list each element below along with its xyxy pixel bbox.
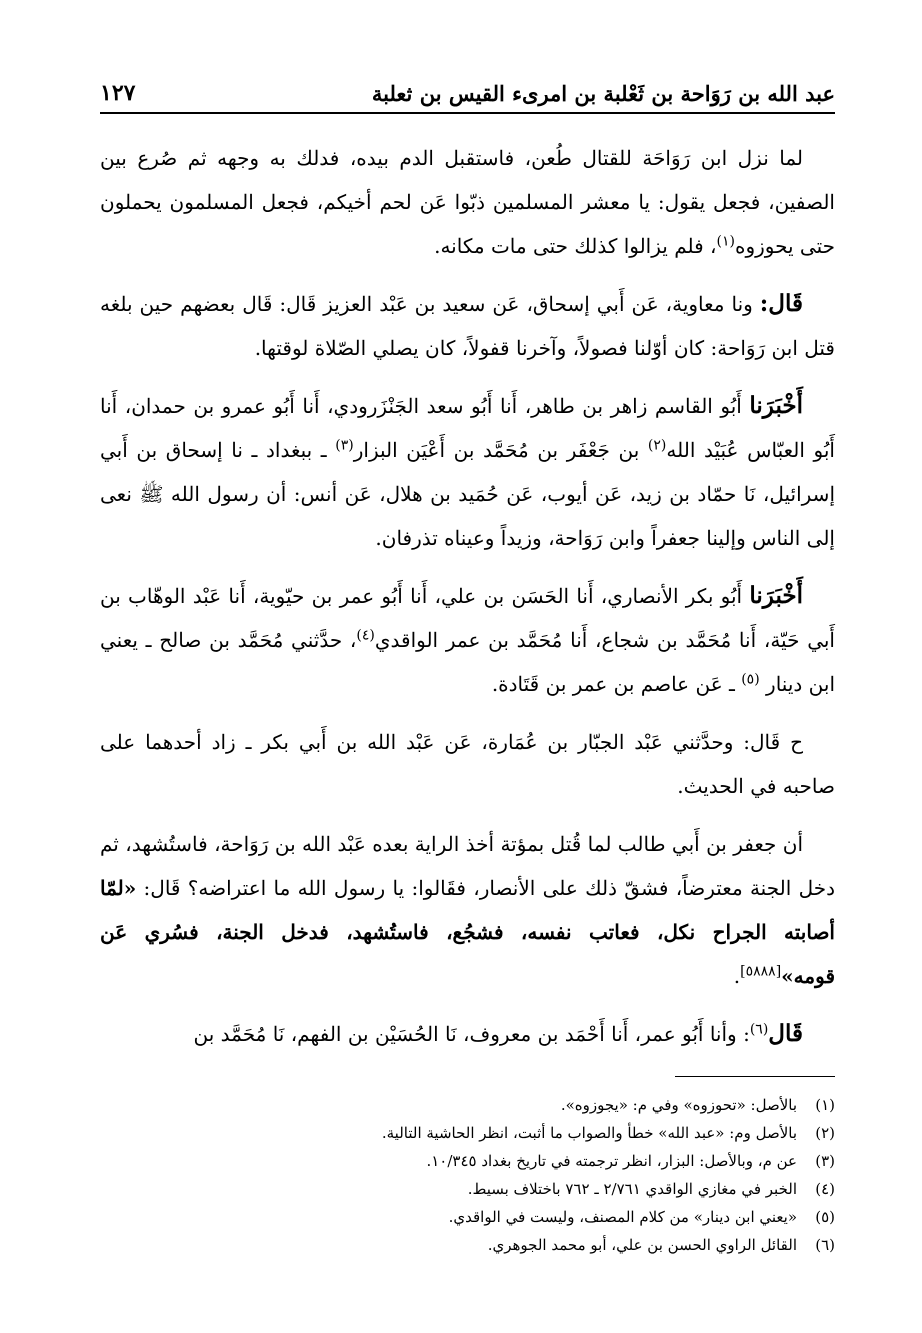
footnote-number: (٦) <box>815 1236 835 1254</box>
footnote-number: (٥) <box>815 1208 835 1226</box>
footnote-separator <box>675 1076 835 1077</box>
footnotes <box>100 1076 835 1259</box>
footnote-2 <box>100 1119 835 1147</box>
footnote-text: الخبر في مغازي الواقدي ٢/٧٦١ ـ ٧٦٢ باختلاف بسيط. <box>467 1180 797 1198</box>
paragraph-lead: قَال: <box>759 290 803 317</box>
paragraph-text: : وأنا أَبُو عمر، أَنا أَحْمَد بن معروف، نَا الحُسَيْن بن الفهم، نَا مُحَمَّد بن <box>193 1022 750 1046</box>
footnote-text: القائل الراوي الحسن بن علي، أبو محمد الجوهري. <box>487 1236 797 1254</box>
paragraph-text: ـ عَن عاصم بن عمر بن قَتَادة. <box>491 672 742 696</box>
running-title: عبد الله بن رَوَاحة بن ثَعْلبة بن امرىء القيس بن ثعلبة <box>371 81 835 106</box>
footnote-ref: (٤) <box>356 627 375 644</box>
paragraph-3 <box>100 384 835 560</box>
page-number: ١٢٧ <box>100 80 136 106</box>
footnote-ref: (٥) <box>741 671 760 688</box>
footnote-ref: (٢) <box>647 437 667 454</box>
paragraph-tail: ، فلم يزالوا كذلك حتى مات مكانه. <box>434 234 717 258</box>
paragraph-lead: أَخْبَرَنا <box>749 582 803 609</box>
footnote-text: عن م، وبالأصل: البزار، انظر ترجمته في تاريخ بغداد ١٠/٣٤٥. <box>426 1152 797 1170</box>
footnote-1 <box>100 1091 835 1119</box>
footnote-number: (٣) <box>815 1152 835 1170</box>
book-page <box>100 70 835 1290</box>
footnote-3 <box>100 1147 835 1175</box>
footnote-4 <box>100 1175 835 1203</box>
footnote-number: (٤) <box>815 1180 835 1198</box>
paragraph-text: ح قَال: وحدَّثني عَبْد الجبّار بن عُمَارة، عَن عَبْد الله بن أَبي بكر ـ زاد أحدهما على صاحبه في الحديث. <box>100 730 835 798</box>
footnote-text: بالأصل: «تحوزوه» وفي م: «يجوزوه». <box>560 1096 797 1114</box>
footnote-ref: (٦) <box>749 1021 769 1038</box>
footnote-number: (٢) <box>815 1124 835 1142</box>
hadith-number: [٥٨٨٨] <box>740 963 782 980</box>
main-text <box>100 136 835 1056</box>
paragraph-text: ونا معاوية، عَن أَبي إسحاق، عَن سعيد بن عَبْد العزيز قَال: قَال بعضهم حين بلغه قتل ابن رَوَاحة: كان أوّلنا فصولاً، وآخرنا قفولاً، كان يصلي الصّلاة لوقتها. <box>100 292 835 360</box>
footnote-number: (١) <box>815 1096 835 1114</box>
footnote-5 <box>100 1203 835 1231</box>
footnote-ref: (٣) <box>335 437 354 454</box>
paragraph-1 <box>100 136 835 268</box>
paragraph-lead: قَال <box>768 1020 803 1047</box>
paragraph-lead: أَخْبَرَنا <box>749 392 803 419</box>
hadith-quote: «لمّا أصابته الجراح نكل، فعاتب نفسه، فشجُع، فاستُشهد، فدخل الجنة، فسُري عَن قومه» <box>100 876 835 988</box>
footnote-ref: (١) <box>716 233 735 250</box>
paragraph-text: أَبُو القاسم زاهر بن طاهر، أَنا أَبُو سعد الجَنْزَرودي، أَنا أَبُو عمرو بن حمدان، أَنا أَبُو العبّاس عُبَيْد الله <box>100 394 835 462</box>
page-header <box>100 70 835 114</box>
paragraph-text: ـ ببغداد ـ نا إسحاق بن أَبي إسرائيل، نَا حمّاد بن زيد، عَن أيوب، عَن حُمَيد بن هلال، عَن أنس: أن رسول الله ﷺ نعى إلى الناس وإلينا جعفراً وابن رَوَاحة، وزيداً وعيناه تذرفان. <box>100 438 835 550</box>
paragraph-5 <box>100 720 835 808</box>
footnote-6 <box>100 1231 835 1259</box>
paragraph-4 <box>100 574 835 706</box>
paragraph-7 <box>100 1012 835 1056</box>
paragraph-text: أن جعفر بن أَبي طالب لما قُتل بمؤتة أخذ الراية بعده عَبْد الله بن رَوَاحة، فاستُشهد، ثم دخل الجنة معترضاً، فشقّ ذلك على الأنصار، فقَالوا: يا رسول الله ما اعتراضه؟ قَال: <box>100 832 835 900</box>
paragraph-text: أَبُو بكر الأنصاري، أَنا الحَسَن بن علي، أَنا أَبُو عمر بن حيّوية، أَنا عَبْد الوهّاب بن أَبي حَيّة، أَنا مُحَمَّد بن شجاع، أَنا مُحَمَّد بن عمر الواقدي <box>100 584 835 652</box>
paragraph-tail: . <box>733 964 741 988</box>
paragraph-2 <box>100 282 835 370</box>
footnote-text: «يعني ابن دينار» من كلام المصنف، وليست في الواقدي. <box>448 1208 797 1226</box>
paragraph-text: ، حدَّثني مُحَمَّد بن صالح ـ يعني ابن دينار <box>100 628 835 696</box>
paragraph-text: بن جَعْفَر بن مُحَمَّد بن أَعْيَن البزار <box>353 438 648 462</box>
footnote-text: بالأصل وم: «عبد الله» خطأ والصواب ما أثبت، انظر الحاشية التالية. <box>381 1124 797 1142</box>
paragraph-6 <box>100 822 835 998</box>
paragraph-text: لما نزل ابن رَوَاحَة للقتال طُعن، فاستقبل الدم بيده، فدلك به وجهه ثم صُرع بين الصفين، فجعل يقول: يا معشر المسلمين ذبّوا عَن لحم أخيكم، فجعل المسلمون يحملون حتى يحوزوه <box>100 146 835 258</box>
